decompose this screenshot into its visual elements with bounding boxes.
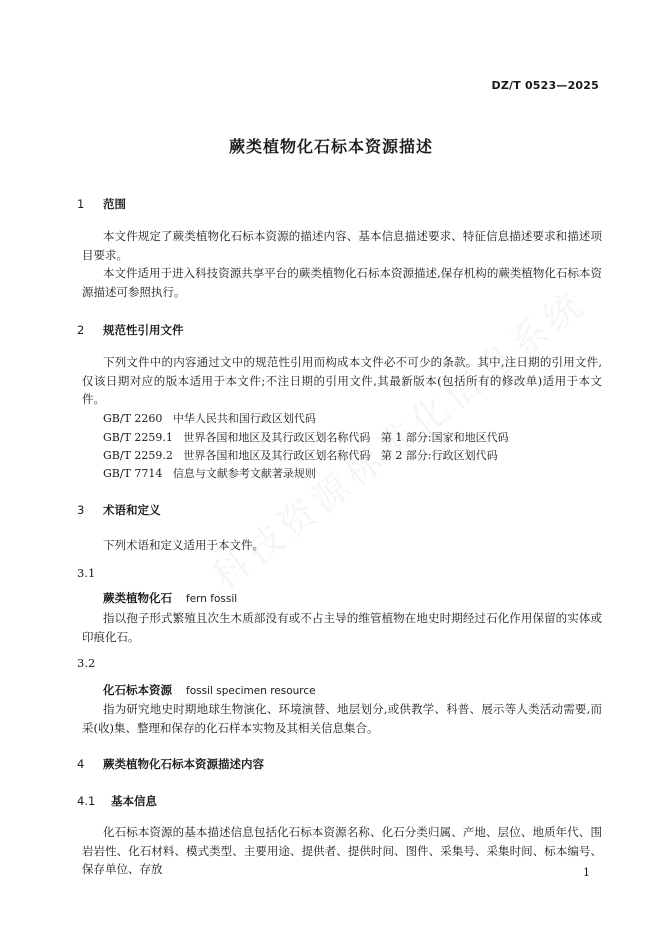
paragraph: 本文件适用于进入科技资源共享平台的蕨类植物化石标本资源描述,保存机构的蕨类植物化石标本资源描述可参照执行。 — [82, 266, 602, 299]
page-number: 1 — [583, 866, 590, 879]
section-2-heading — [77, 322, 184, 338]
paragraph: 下列文件中的内容通过文中的规范性引用而构成本文件必不可少的条款。其中,注日期的引用文件,仅该日期对应的版本适用于本文件;不注日期的引用文件,其最新版本(包括所有的修改单)适用于本文件。 — [82, 355, 602, 406]
term-heading — [103, 682, 316, 698]
term-number: 3.2 — [77, 656, 96, 670]
reference-item: GB/T 2260 中华人民共和国行政区划代码 — [103, 412, 316, 425]
standard-code: DZ/T 0523—2025 — [491, 79, 599, 92]
term-zh: 化石标本资源 — [103, 683, 172, 697]
term-definition: 指以孢子形式繁殖且次生木质部没有或不占主导的维管植物在地史时期经过石化作用保留的实体或印痕化石。 — [82, 611, 602, 644]
paragraph: 本文件规定了蕨类植物化石标本资源的描述内容、基本信息描述要求、特征信息描述要求和描述项目要求。 — [82, 229, 602, 262]
term-heading — [103, 590, 237, 606]
section-title: 术语和定义 — [103, 503, 161, 517]
reference-item: GB/T 7714 信息与文献参考文献著录规则 — [103, 467, 316, 480]
section-title: 蕨类植物化石标本资源描述内容 — [103, 757, 265, 771]
section-title: 范围 — [103, 197, 127, 211]
reference-item: GB/T 2259.2 世界各国和地区及其行政区划名称代码 第 2 部分:行政区划代码 — [103, 449, 498, 462]
term-number: 3.1 — [77, 566, 96, 580]
paragraph: 下列术语和定义适用于本文件。 — [103, 538, 264, 552]
term-en: fern fossil — [186, 593, 238, 605]
section-number: 4 — [77, 757, 85, 771]
section-title: 基本信息 — [111, 794, 158, 808]
reference-item: GB/T 2259.1 世界各国和地区及其行政区划名称代码 第 1 部分:国家和地区代码 — [103, 431, 509, 444]
section-title: 规范性引用文件 — [103, 323, 184, 337]
section-1-heading — [77, 196, 126, 212]
term-definition: 指为研究地史时期地球生物演化、环境演替、地层划分,或供教学、科普、展示等人类活动需要,而采(收)集、整理和保存的化石样本实物及其相关信息集合。 — [82, 702, 602, 735]
section-4-heading — [77, 756, 264, 772]
section-number: 3 — [77, 503, 85, 517]
paragraph: 化石标本资源的基本描述信息包括化石标本资源名称、化石分类归属、产地、层位、地质年代、围岩岩性、化石材料、模式类型、主要用途、提供者、提供时间、图件、采集号、采集时间、标本编号、保存单位、存放 — [82, 825, 602, 876]
subsection-4-1-heading — [77, 793, 157, 809]
section-number: 2 — [77, 323, 85, 337]
term-zh: 蕨类植物化石 — [103, 591, 172, 605]
section-3-heading — [77, 502, 161, 518]
section-number: 1 — [77, 197, 85, 211]
section-number: 4.1 — [77, 794, 96, 808]
term-en: fossil specimen resource — [186, 685, 316, 697]
page-title: 蕨类植物化石标本资源描述 — [228, 137, 433, 156]
